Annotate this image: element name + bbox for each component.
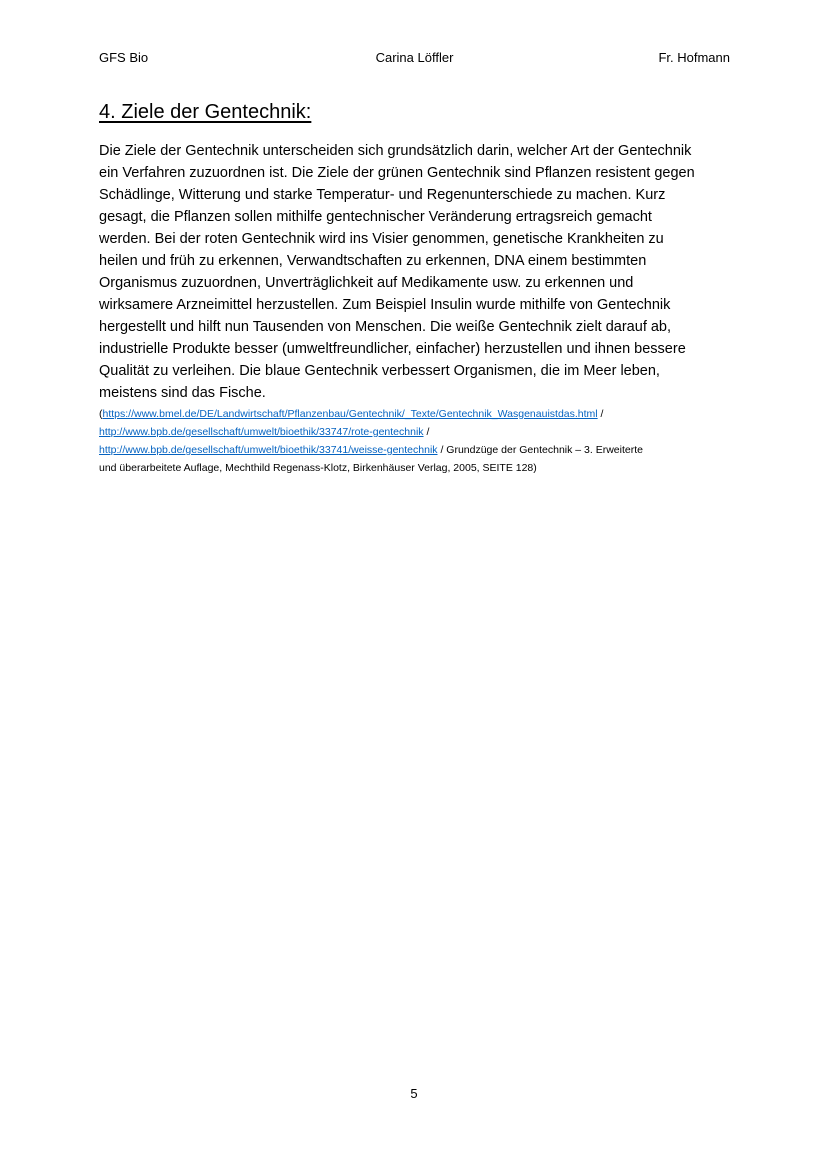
body-line: Schädlinge, Witterung und starke Temperatur- und Regenunterschiede zu machen. Kurz <box>99 187 666 203</box>
reference-link-bmel[interactable]: https://www.bmel.de/DE/Landwirtschaft/Pflanzenbau/Gentechnik/_Texte/Gentechnik_Wasgenauistdas.html <box>102 408 598 420</box>
body-line: Organismus zuzuordnen, Unverträglichkeit auf Medikamente usw. zu erkennen und <box>99 275 634 291</box>
body-line: Die Ziele der Gentechnik unterscheiden sich grundsätzlich darin, welcher Art der Gentechnik <box>99 143 692 159</box>
page-number: 5 <box>410 1086 418 1101</box>
page-header <box>99 50 730 68</box>
reference-line <box>99 423 739 441</box>
reference-book-text: / Grundzüge der Gentechnik – 3. Erweiterte <box>437 444 643 456</box>
body-line: hergestellt und hilft nun Tausenden von Menschen. Die weiße Gentechnik zielt darauf ab, <box>99 319 672 335</box>
reference-line <box>99 441 739 459</box>
reference-separator: / <box>597 408 604 420</box>
body-line: ein Verfahren zuzuordnen ist. Die Ziele der grünen Gentechnik sind Pflanzen resistent gegen <box>99 165 695 181</box>
reference-open-paren: ( <box>99 408 103 420</box>
header-author: Carina Löffler <box>375 50 454 65</box>
body-line: Qualität zu verleihen. Die blaue Gentechnik verbessert Organismen, die im Meer leben, <box>99 363 660 379</box>
body-line: industrielle Produkte besser (umweltfreundlicher, einfacher) herzustellen und ihnen bessere <box>99 341 686 357</box>
reference-link-rote-gentechnik[interactable]: http://www.bpb.de/gesellschaft/umwelt/bioethik/33747/rote-gentechnik <box>99 426 424 438</box>
body-line: meistens sind das Fische. <box>99 385 266 401</box>
body-line: heilen und früh zu erkennen, Verwandtschaften zu erkennen, DNA einem bestimmten <box>99 253 647 269</box>
body-line: gesagt, die Pflanzen sollen mithilfe gentechnischer Veränderung ertragsreich gemacht <box>99 209 652 225</box>
reference-line <box>99 405 739 423</box>
body-line: wirksamere Arzneimittel herzustellen. Zum Beispiel Insulin wurde mithilfe von Gentechnik <box>99 297 671 313</box>
body-line: werden. Bei der roten Gentechnik wird ins Visier genommen, genetische Krankheiten zu <box>99 231 664 247</box>
body-paragraph <box>99 140 731 404</box>
reference-separator: / <box>423 426 430 438</box>
header-course: GFS Bio <box>99 50 149 65</box>
section-title: 4. Ziele der Gentechnik: <box>99 101 312 123</box>
reference-link-weisse-gentechnik[interactable]: http://www.bpb.de/gesellschaft/umwelt/bioethik/33741/weisse-gentechnik <box>99 444 438 456</box>
reference-book-line: und überarbeitete Auflage, Mechthild Regenass-Klotz, Birkenhäuser Verlag, 2005, SEITE 128) <box>99 462 537 474</box>
references <box>99 405 739 477</box>
header-teacher: Fr. Hofmann <box>658 50 730 65</box>
